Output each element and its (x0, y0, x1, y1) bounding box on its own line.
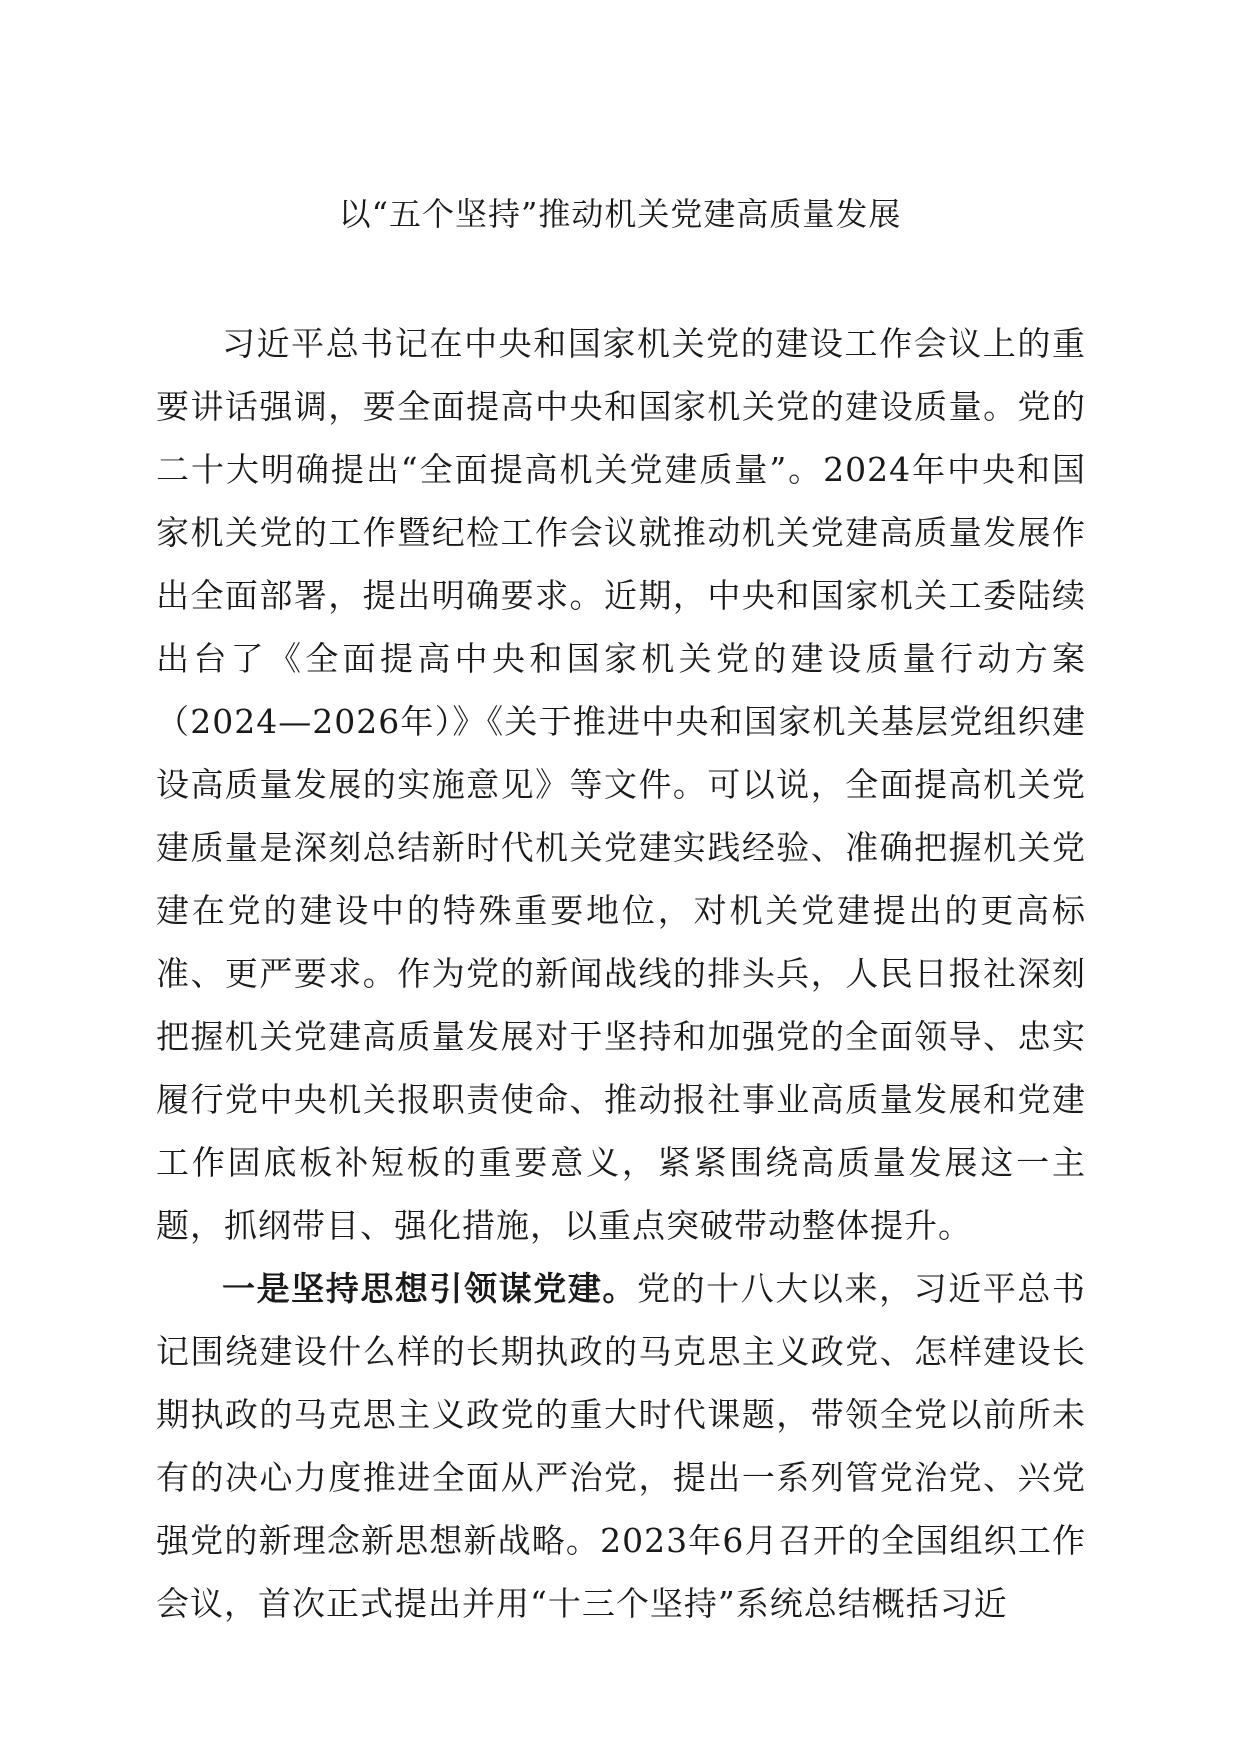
intro-paragraph-text: 习近平总书记在中央和国家机关党的建设工作会议上的重要讲话强调，要全面提高中央和国家机关党的建设质量。党的二十大明确提出“全面提高机关党建质量”。2024年中央和国家机关党的工作暨纪检工作会议就推动机关党建高质量发展作出全面部署，提出明确要求。近期，中央和国家机关工委陆续出台了《全面提高中央和国家机关党的建设质量行动方案（2024—2026年）》《关于推进中央和国家机关基层党组织建设高质量发展的实施意见》等文件。可以说，全面提高机关党建质量是深刻总结新时代机关党建实践经验、准确把握机关党建在党的建设中的特殊重要地位，对机关党建提出的更高标准、更严要求。作为党的新闻战线的排头兵，人民日报社深刻把握机关党建高质量发展对于坚持和加强党的全面领导、忠实履行党中央机关报职责使命、推动报社事业高质量发展和党建工作固底板补短板的重要意义，紧紧围绕高质量发展这一主题，抓纲带目、强化措施，以重点突破带动整体提升。 (156, 324, 1086, 1245)
intro-paragraph (156, 312, 1086, 1257)
section-one-text: 党的十八大以来，习近平总书记围绕建设什么样的长期执政的马克思主义政党、怎样建设长期执政的马克思主义政党的重大时代课题，带领全党以前所未有的决心力度推进全面从严治党，提出一系列管党治党、兴党强党的新理念新思想新战略。2023年6月召开的全国组织工作会议，首次正式提出并用“十三个坚持”系统总结概括习近 (156, 1269, 1087, 1623)
document-body (156, 312, 1086, 1635)
section-one-heading: 一是坚持思想引领谋党建。 (222, 1269, 637, 1308)
document-title: 以“五个坚持”推动机关党建高质量发展 (338, 195, 902, 233)
section-one-paragraph (156, 1257, 1086, 1635)
